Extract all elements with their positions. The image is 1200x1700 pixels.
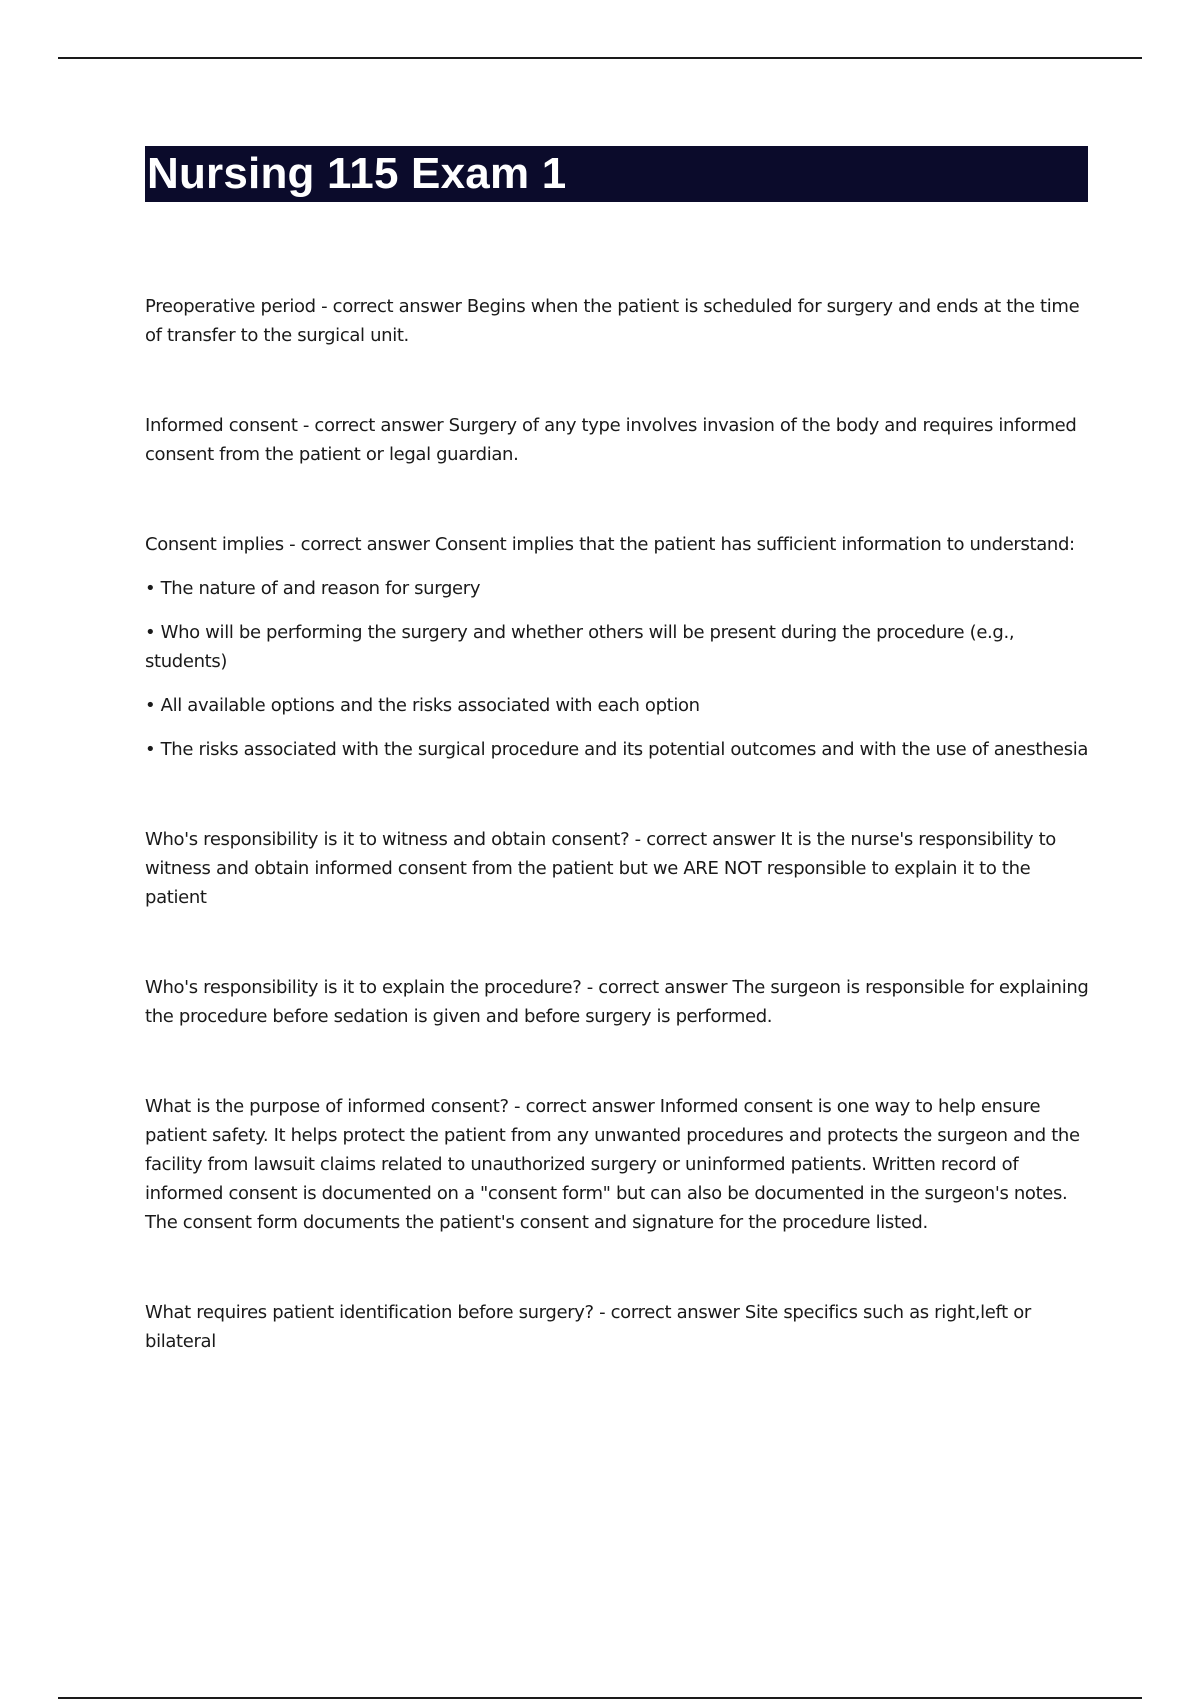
qa-entry-patient-identification: [145, 1298, 1095, 1356]
bullet-item: • Who will be performing the surgery and whether others will be present during the procedure (e.g., students): [145, 622, 1015, 672]
title-banner: [145, 146, 1088, 202]
bullet-item: • All available options and the risks associated with each option: [145, 695, 700, 716]
qa-entry-purpose-consent: [145, 1092, 1095, 1237]
entry-text: Informed consent - correct answer Surgery of any type involves invasion of the body and requires informed consent from the patient or legal guardian.: [145, 415, 1077, 465]
qa-entry-consent-implies: [145, 530, 1095, 764]
entry-text: What requires patient identification before surgery? - correct answer Site specifics such as right,left or bilateral: [145, 1302, 1031, 1352]
document-title: Nursing 115 Exam 1: [147, 149, 567, 198]
entry-text: Consent implies - correct answer Consent implies that the patient has sufficient information to understand:: [145, 534, 1075, 555]
qa-entry-preoperative-period: [145, 292, 1095, 350]
qa-entry-informed-consent: [145, 411, 1095, 469]
entry-text: Who's responsibility is it to witness and obtain consent? - correct answer It is the nurse's responsibility to witness and obtain informed consent from the patient but we ARE NOT responsible to explain it to the patient: [145, 829, 1056, 908]
entry-text: Who's responsibility is it to explain the procedure? - correct answer The surgeon is responsible for explaining the procedure before sedation is given and before surgery is performed.: [145, 977, 1089, 1027]
qa-entry-explain-procedure: [145, 973, 1095, 1031]
header-rule: [58, 57, 1142, 59]
entry-text: Preoperative period - correct answer Begins when the patient is scheduled for surgery and ends at the time of transfer to the surgical unit.: [145, 296, 1080, 346]
document-body: [145, 292, 1095, 1417]
bullet-item: • The risks associated with the surgical procedure and its potential outcomes and with the use of anesthesia: [145, 739, 1089, 760]
entry-text: What is the purpose of informed consent? - correct answer Informed consent is one way to help ensure patient safety. It helps protect the patient from any unwanted procedures and protects the surgeon and the facility from lawsuit claims related to unauthorized surgery or uninformed patients. Written record of informed consent is documented on a "consent form" but can also be documented in the surgeon's notes. The consent form documents the patient's consent and signature for the procedure listed.: [145, 1096, 1080, 1233]
qa-entry-witness-consent: [145, 825, 1095, 912]
bullet-item: • The nature of and reason for surgery: [145, 578, 481, 599]
footer-rule: [58, 1697, 1142, 1699]
